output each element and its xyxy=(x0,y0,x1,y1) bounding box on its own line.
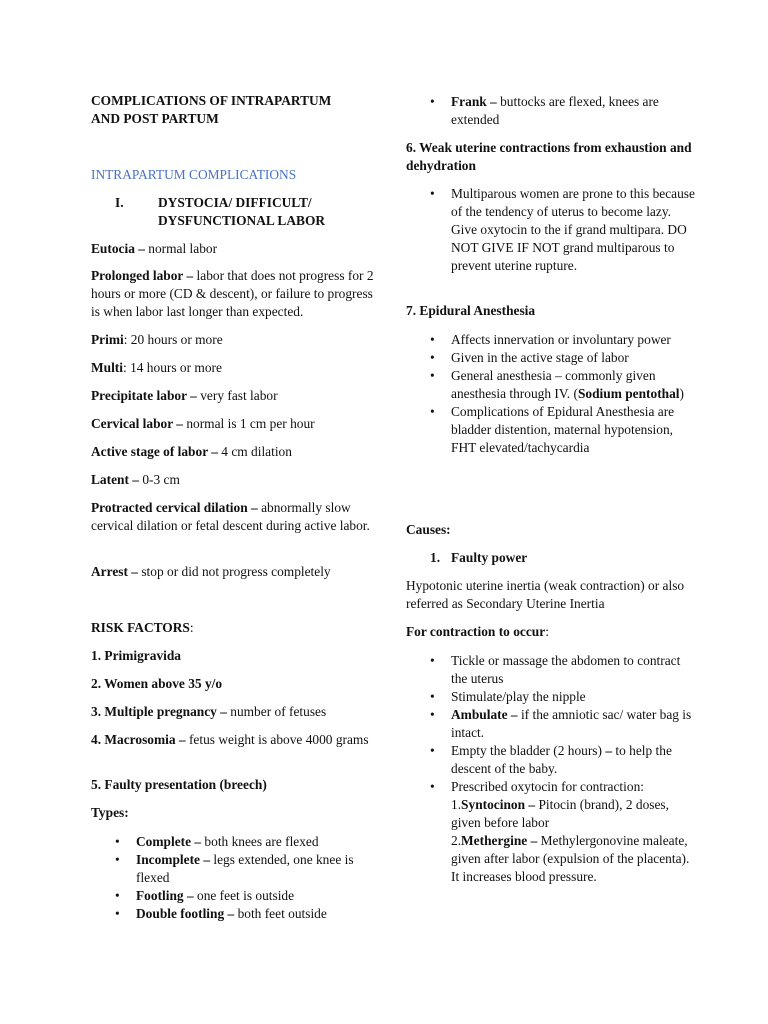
definition-paragraph: Latent – 0-3 cm xyxy=(91,472,180,487)
list-item: • Double footling – both feet outside xyxy=(91,905,379,923)
heading-epidural: 7. Epidural Anesthesia xyxy=(406,303,536,318)
frank-list xyxy=(406,93,698,129)
definition-paragraph: Multi: 14 hours or more xyxy=(91,360,222,375)
types-label: Types: xyxy=(91,805,129,820)
list-item: • Affects innervation or involuntary power xyxy=(406,331,698,349)
list-item: • Ambulate – if the amniotic sac/ water bag is intact. xyxy=(406,706,698,742)
causes-heading: Causes: xyxy=(406,522,451,537)
list-item: • Prescribed oxytocin for contraction: 1.Syntocinon – Pitocin (brand), 2 doses, given before labor 2.Methergine – Methylergonovine maleate, given after labor (expulsion of the placenta). It increases blood pressure. xyxy=(406,778,698,886)
definition-paragraph: Prolonged labor – labor that does not progress for 2 hours or more (CD & descent), or failure to progress is when labor last longer than expected. xyxy=(91,268,374,319)
risk-factor-item: 1. Primigravida xyxy=(91,648,182,663)
list-item: • Complications of Epidural Anesthesia are bladder distention, maternal hypotension, FHT elevated/tachycardia xyxy=(406,403,698,457)
list-item: • Given in the active stage of labor xyxy=(406,349,698,367)
list-item: • Tickle or massage the abdomen to contract the uterus xyxy=(406,652,698,688)
definition-paragraph: Arrest – stop or did not progress completely xyxy=(91,564,331,579)
risk-factor-item: 4. Macrosomia – fetus weight is above 4000 grams xyxy=(91,732,369,747)
definition-paragraph: Eutocia – normal labor xyxy=(91,241,218,256)
list-item: • Multiparous women are prone to this because of the tendency of uterus to become lazy. Give oxytocin to the if grand multipara. DO NOT GIVE IF NOT grand multiparous to prevent uterine rupture. xyxy=(406,185,698,275)
list-item: • Frank – buttocks are flexed, knees are extended xyxy=(406,93,698,129)
risk-factor-item: 2. Women above 35 y/o xyxy=(91,676,223,691)
definition-paragraph: Primi: 20 hours or more xyxy=(91,332,223,347)
list-item: • Empty the bladder (2 hours) – to help the descent of the baby. xyxy=(406,742,698,778)
list-item: • General anesthesia – commonly given anesthesia through IV. (Sodium pentothal) xyxy=(406,367,698,403)
weak-contractions-list xyxy=(406,185,698,275)
heading-weak-contractions: 6. Weak uterine contractions from exhaustion and dehydration xyxy=(406,140,692,173)
subheading-number: I. xyxy=(115,195,124,210)
definition-paragraph: Precipitate labor – very fast labor xyxy=(91,388,278,403)
list-item: • Complete – both knees are flexed xyxy=(91,833,379,851)
subheading-text: DYSTOCIA/ DIFFICULT/ DYSFUNCTIONAL LABOR xyxy=(158,195,326,228)
subheading-dystocia xyxy=(91,194,381,230)
list-item: • Footling – one feet is outside xyxy=(91,887,379,905)
list-item: • Incomplete – legs extended, one knee is flexed xyxy=(91,851,379,887)
risk-factors-heading: RISK FACTORS: xyxy=(91,620,194,635)
hypotonic-paragraph: Hypotonic uterine inertia (weak contraction) or also referred as Secondary Uterine Inertia xyxy=(406,578,685,611)
contraction-heading: For contraction to occur: xyxy=(406,624,549,639)
definition-paragraph: Protracted cervical dilation – abnormally slow cervical dilation or fetal descent during active labor. xyxy=(91,500,370,533)
breech-types-list xyxy=(91,833,379,923)
risk-factor-item: 5. Faulty presentation (breech) xyxy=(91,777,267,792)
faulty-power-heading: 1. Faulty power xyxy=(430,550,528,565)
document-title: COMPLICATIONS OF INTRAPARTUM AND POST PARTUM xyxy=(91,93,332,126)
epidural-list xyxy=(406,331,698,457)
definition-paragraph: Cervical labor – normal is 1 cm per hour xyxy=(91,416,315,431)
contraction-list xyxy=(406,652,698,886)
list-item: • Stimulate/play the nipple xyxy=(406,688,698,706)
section-heading: INTRAPARTUM COMPLICATIONS xyxy=(91,167,297,182)
definition-paragraph: Active stage of labor – 4 cm dilation xyxy=(91,444,292,459)
risk-factor-item: 3. Multiple pregnancy – number of fetuses xyxy=(91,704,327,719)
